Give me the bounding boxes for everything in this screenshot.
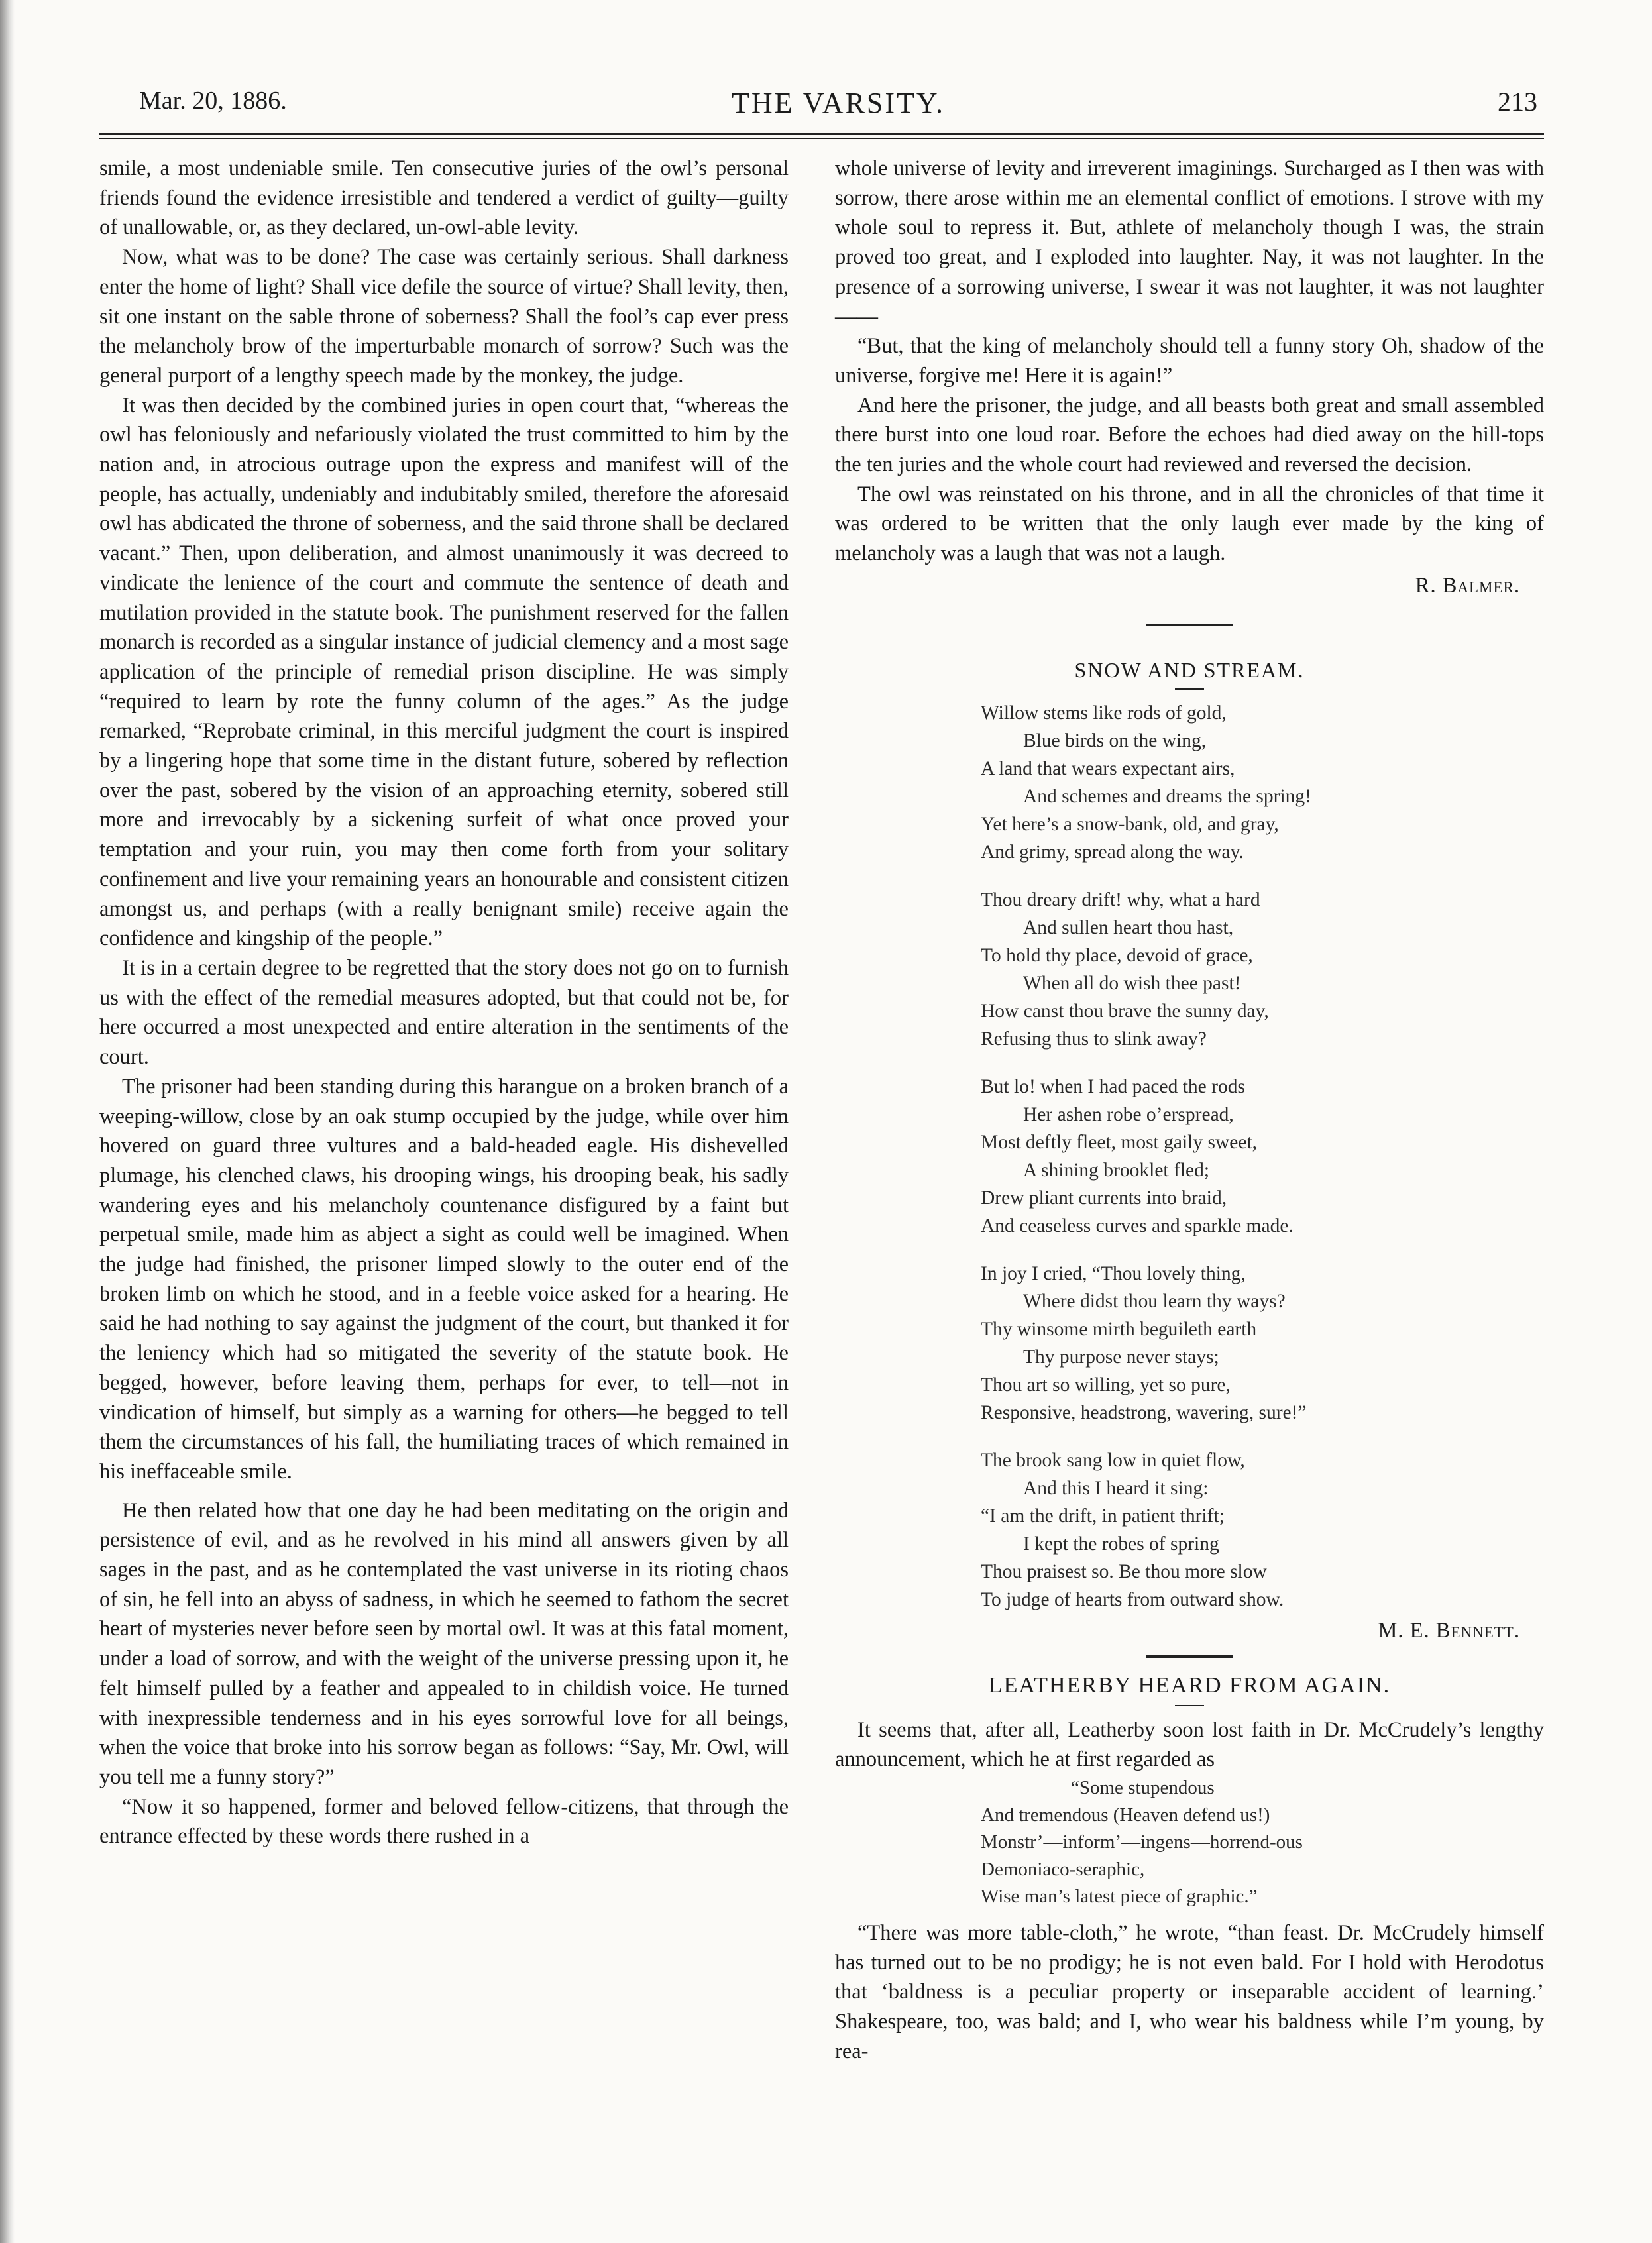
paragraph: It was then decided by the combined juries in open court that, “whereas the owl has feloniously and nefariously violated the trust committed to him by the nation and, in atrocious outrage upon the express and manifest will of the people, has actually, undeniably and indubitably smiled, therefore the aforesaid owl has abdicated the throne of soberness, and the said throne shall be declared vacant.” Then, upon deliberation, and almost unanimously it was decreed to vindicate the lenience of the court and commute the sentence of death and mutilation provided in the statute book. The punishment reserved for the fallen monarch is recorded as a singular instance of judicial clemency and a most sage application of the principle of remedial prison discipline. He was simply “required to learn by rote the funny column of the ages.” As the judge remarked, “Reprobate criminal, in this merciful judgment the court is inspired by a lingering hope that some time in the distant future, sobered by reflection over the past, sobered by the vision of an approaching eternity, sobered still more and irrevocably by a sickening surfeit of what once proved your temptation and your ruin, you may then come forth from your solitary confinement and live your remaining years an honourable and consistent citizen amongst us, and perhaps (with a really benignant smile) receive again the confidence and kingship of the people.” bbox=[99, 393, 789, 951]
poem-line: A shining brooklet fled; bbox=[1023, 1160, 1210, 1181]
page-scan-edge bbox=[0, 0, 15, 2243]
verse-quote bbox=[981, 1775, 1544, 1910]
poem-line: Her ashen robe o’erspread, bbox=[1023, 1104, 1234, 1126]
poem-line: And this I heard it sing: bbox=[1023, 1478, 1209, 1500]
section-title: LEATHERBY HEARD FROM AGAIN. bbox=[988, 1672, 1391, 1698]
issue-date: Mar. 20, 1886. bbox=[139, 87, 287, 115]
right-column bbox=[835, 154, 1544, 2067]
paragraph: “Now it so happened, former and beloved fellow-citizens, that through the entrance effected by these words there rushed in a bbox=[99, 1794, 789, 1849]
poem-line: The brook sang low in quiet flow, bbox=[981, 1450, 1245, 1472]
poem-signature: M. E. Bennett. bbox=[1378, 1619, 1520, 1643]
paragraph: And here the prisoner, the judge, and all beasts both great and small assembled there burst into one loud roar. Before the echoes had died away on the hill-tops the ten juries and the whole court had reviewed and reversed the decision. bbox=[835, 393, 1544, 477]
poem-line: Thou praisest so. Be thou more slow bbox=[981, 1561, 1267, 1583]
quote-line: “Some stupendous bbox=[1071, 1777, 1215, 1799]
poem-line: Thy winsome mirth beguileth earth bbox=[981, 1319, 1257, 1340]
paragraph: “There was more table-cloth,” he wrote, “than feast. Dr. McCrudely himself has turned out to be no prodigy; he is not even bald. For I hold with Herodotus that ‘baldness is a peculiar property or inseparable accident of learning.’ Shakespeare, too, was bald; and I, who wear his baldness while I’m young, by rea- bbox=[835, 1921, 1544, 2063]
poem-stanza bbox=[981, 886, 1544, 1053]
paragraph: The owl was reinstated on his throne, and in all the chronicles of that time it was ordered to be written that the only laugh ever made by the king of melancholy was a laugh that was not a laugh. bbox=[835, 482, 1544, 566]
header-rule-thin bbox=[99, 138, 1544, 139]
poem-stanza bbox=[981, 1073, 1544, 1240]
stanza-gap bbox=[981, 1053, 1544, 1073]
quote-line: Wise man’s latest piece of graphic.” bbox=[981, 1886, 1258, 1908]
poem-stanza bbox=[981, 1447, 1544, 1614]
paragraph: He then related how that one day he had been meditating on the origin and persistence of evil, and as he revolved in his mind all answers given by all sages in the past, and as he contemplated the vast universe in its rioting chaos of sin, he fell into an abyss of sadness, in which he seemed to fathom the secret heart of mysteries never before seen by mortal owl. It was at this fatal moment, under a load of sorrow, and with the weight of the universe pressing upon it, he felt himself pulled by a feather and appealed to in childish voice. He turned with inexpressible tenderness and in his eyes sorrowful love for all beings, when the voice that broke into his sorrow began as follows: “Say, Mr. Owl, will you tell me a funny story?” bbox=[99, 1498, 789, 1789]
page-header bbox=[139, 86, 1537, 126]
quote-line: And tremendous (Heaven defend us!) bbox=[981, 1804, 1270, 1826]
header-rule bbox=[99, 133, 1544, 135]
section-divider bbox=[1146, 624, 1233, 626]
poem-line: Thou art so willing, yet so pure, bbox=[981, 1374, 1231, 1396]
poem-line: And grimy, spread along the way. bbox=[981, 842, 1244, 863]
poem-line: I kept the robes of spring bbox=[1023, 1533, 1219, 1555]
poem-line: In joy I cried, “Thou lovely thing, bbox=[981, 1263, 1246, 1285]
poem-line: Drew pliant currents into braid, bbox=[981, 1187, 1227, 1209]
poem-line: “I am the drift, in patient thrift; bbox=[981, 1505, 1225, 1527]
paragraph: whole universe of levity and irreverent imaginings. Surcharged as I then was with sorrow, there arose within me an elemental conflict of emotions. I strove with my whole soul to repress it. But, athlete of melancholy though I was, the strain proved too great, and I exploded into laughter. Nay, it was not laughter. In the presence of a sorrowing universe, I swear it was not laughter, it was not laughter —— bbox=[835, 156, 1544, 329]
poem-stanza bbox=[981, 1260, 1544, 1427]
poem-line: And sullen heart thou hast, bbox=[1023, 917, 1234, 939]
poem-stanza bbox=[981, 699, 1544, 866]
poem-line: Responsive, headstrong, wavering, sure!” bbox=[981, 1402, 1307, 1424]
poem-line: Where didst thou learn thy ways? bbox=[1023, 1291, 1286, 1313]
stanza-gap bbox=[981, 866, 1544, 886]
page-number: 213 bbox=[1498, 87, 1537, 117]
paragraph: smile, a most undeniable smile. Ten consecutive juries of the owl’s personal friends found the evidence irresistible and tendered a verdict of guilty—guilty of unallowable, or, as they declared, un-owl-able levity. bbox=[99, 156, 789, 240]
poem-line: Yet here’s a snow-bank, old, and gray, bbox=[981, 814, 1279, 836]
poem-line: Thy purpose never stays; bbox=[1023, 1346, 1219, 1368]
paragraph: “But, that the king of melancholy should tell a funny story Oh, shadow of the universe, forgive me! Here it is again!” bbox=[835, 334, 1544, 388]
poem-line: To hold thy place, devoid of grace, bbox=[981, 945, 1253, 967]
paragraph: The prisoner had been standing during this harangue on a broken branch of a weeping-willow, close by an oak stump occupied by the judge, while over him hovered on guard three vultures and a bald-headed eagle. His dishevelled plumage, his clenched claws, his drooping wings, his drooping beak, his sadly wandering eyes and his melancholy countenance disfigured by a faint but perpetual smile, made him as abject a sight as could well be imagined. When the judge had finished, the prisoner limped slowly to the outer end of the broken limb on which he stood, and in a feeble voice asked for a hearing. He said he had nothing to say against the judgment of the court, but thanked it for the leniency which had so mitigated the severity of the statute book. He begged, however, before leaving them, perhaps for ever, to tell—not in vindication of himself, but simply as a warning for others—he begged to tell them the circumstances of his fall, the humiliating traces of which remained in his ineffaceable smile. bbox=[99, 1074, 789, 1484]
poem-line: When all do wish thee past! bbox=[1023, 973, 1241, 995]
paragraph: It is in a certain degree to be regretted that the story does not go on to furnish us with the effect of the remedial measures adopted, but that could not be, for here occurred a most unexpected and entire alteration in the sentiments of the court. bbox=[99, 956, 789, 1069]
paragraph: Now, what was to be done? The case was certainly serious. Shall darkness enter the home of light? Shall vice defile the source of virtue? Shall levity, then, sit one instant on the sable throne of soberness? Shall the fool’s cap ever press the melancholy brow of the imperturbable monarch of sorrow? Such was the general purport of a lengthy speech made by the monkey, the judge. bbox=[99, 245, 789, 388]
quote-line: Demoniaco-seraphic, bbox=[981, 1859, 1145, 1881]
poem-line: But lo! when I had paced the rods bbox=[981, 1076, 1245, 1098]
poem-line: Refusing thus to slink away? bbox=[981, 1028, 1207, 1050]
poem-line: Thou dreary drift! why, what a hard bbox=[981, 889, 1260, 911]
poem-line: How canst thou brave the sunny day, bbox=[981, 1001, 1269, 1022]
poem-line: Willow stems like rods of gold, bbox=[981, 702, 1227, 724]
paragraph: It seems that, after all, Leatherby soon lost faith in Dr. McCrudely’s lengthy announcement, which he at first regarded as bbox=[835, 1718, 1544, 1772]
poem-body bbox=[981, 699, 1544, 1614]
poem-line: Most deftly fleet, most gaily sweet, bbox=[981, 1132, 1258, 1154]
poem-title: SNOW AND STREAM. bbox=[1074, 657, 1305, 682]
poem-line: To judge of hearts from outward show. bbox=[981, 1589, 1284, 1611]
title-divider bbox=[1175, 1705, 1204, 1706]
section-divider bbox=[1146, 1655, 1233, 1658]
poem-line: And schemes and dreams the spring! bbox=[1023, 786, 1312, 808]
stanza-gap bbox=[981, 1427, 1544, 1447]
title-divider bbox=[1175, 688, 1204, 690]
poem-line: A land that wears expectant airs, bbox=[981, 758, 1235, 780]
publication-title: THE VARSITY. bbox=[731, 87, 946, 119]
quote-line: Monstr’—inform’—ingens—horrend-ous bbox=[981, 1832, 1303, 1853]
author-signature: R. Balmer. bbox=[1415, 573, 1520, 598]
stanza-gap bbox=[981, 1240, 1544, 1260]
poem-line: And ceaseless curves and sparkle made. bbox=[981, 1215, 1294, 1237]
poem-line: Blue birds on the wing, bbox=[1023, 730, 1207, 752]
left-column bbox=[99, 154, 789, 1851]
